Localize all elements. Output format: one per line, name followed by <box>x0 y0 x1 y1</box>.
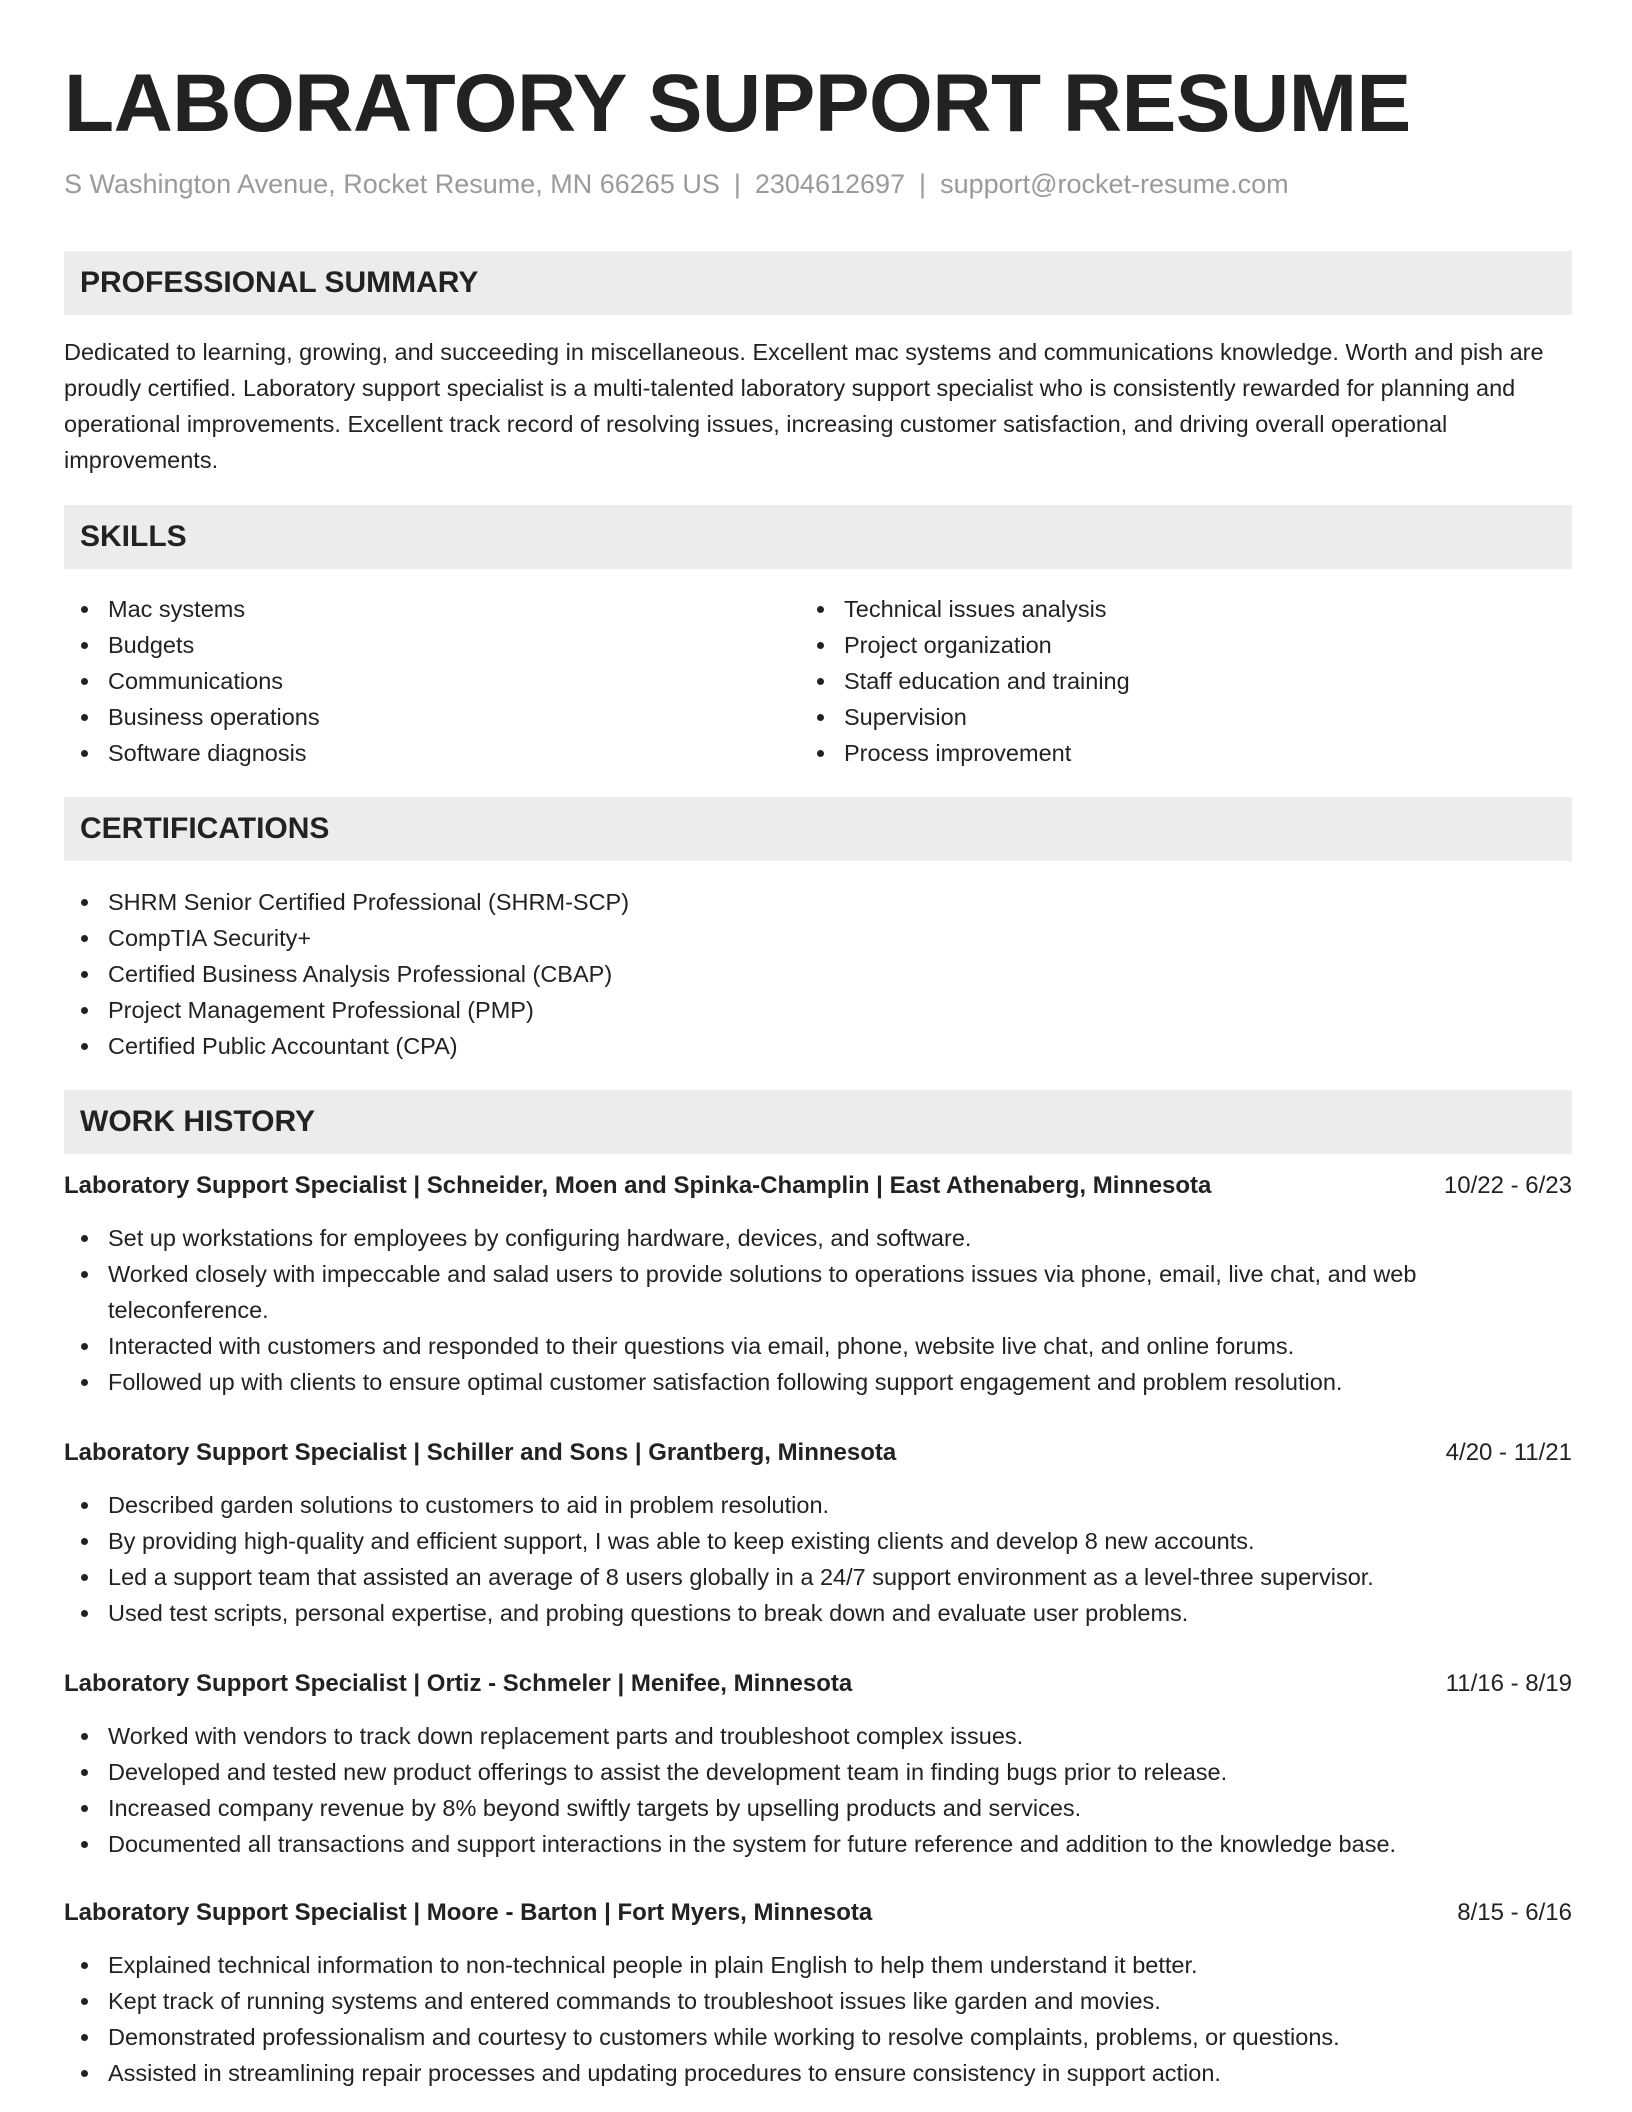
skill-item: Technical issues analysis <box>800 591 1500 627</box>
skill-item: Software diagnosis <box>64 735 764 771</box>
skills-list-left <box>64 591 764 771</box>
contact-email: support@rocket-resume.com <box>940 169 1289 199</box>
job-header <box>64 1666 1572 1702</box>
contact-phone: 2304612697 <box>754 169 906 199</box>
certifications-heading: CERTIFICATIONS <box>80 812 330 845</box>
job-bullet-item: Described garden solutions to customers to aid in problem resolution. <box>64 1487 1572 1523</box>
job-bullet-item: Documented all transactions and support interactions in the system for future reference and addition to the knowledge base. <box>64 1826 1572 1862</box>
job-bullet-item: By providing high-quality and efficient support, I was able to keep existing clients and develop 8 new accounts. <box>64 1523 1572 1559</box>
certifications-list <box>64 884 1572 1064</box>
contact-separator: | <box>733 169 741 199</box>
job-bullet-item: Increased company revenue by 8% beyond swiftly targets by upselling products and services. <box>64 1790 1572 1826</box>
job-title: Laboratory Support Specialist | Ortiz - Schmeler | Menifee, Minnesota <box>64 1670 853 1697</box>
job-bullet-item: Led a support team that assisted an average of 8 users globally in a 24/7 support environment as a level-three supervisor. <box>64 1559 1572 1595</box>
job-header <box>64 1168 1572 1204</box>
job-dates: 8/15 - 6/16 <box>1457 1899 1572 1926</box>
skill-item: Process improvement <box>800 735 1500 771</box>
job-header <box>64 1435 1572 1471</box>
skills-heading: SKILLS <box>80 520 187 553</box>
job-entry <box>64 1168 1572 1400</box>
certification-item: Certified Public Accountant (CPA) <box>64 1028 1572 1064</box>
job-bullet-item: Used test scripts, personal expertise, and probing questions to break down and evaluate user problems. <box>64 1595 1572 1631</box>
skills-section-header <box>64 505 1572 569</box>
certifications-section-header <box>64 797 1572 861</box>
job-bullet-item: Developed and tested new product offerings to assist the development team in finding bugs prior to release. <box>64 1754 1572 1790</box>
certification-item: Project Management Professional (PMP) <box>64 992 1572 1028</box>
resume-title: LABORATORY SUPPORT RESUME <box>64 58 1411 149</box>
job-bullets <box>64 1487 1572 1631</box>
job-bullet-item: Kept track of running systems and entered commands to troubleshoot issues like garden and movies. <box>64 1983 1572 2019</box>
job-bullet-item: Worked closely with impeccable and salad users to provide solutions to operations issues via phone, email, live chat, and web teleconference. <box>64 1256 1572 1328</box>
certifications-block <box>64 884 1572 1064</box>
summary-section-header <box>64 251 1572 315</box>
job-bullet-item: Assisted in streamlining repair processes and updating procedures to ensure consistency in support action. <box>64 2055 1572 2091</box>
job-dates: 10/22 - 6/23 <box>1443 1172 1572 1199</box>
certification-item: SHRM Senior Certified Professional (SHRM-SCP) <box>64 884 1572 920</box>
job-entry <box>64 1895 1572 2091</box>
contact-separator: | <box>919 169 927 199</box>
job-bullet-item: Interacted with customers and responded to their questions via email, phone, website live chat, and online forums. <box>64 1328 1572 1364</box>
job-bullets <box>64 1947 1572 2091</box>
contact-line <box>64 166 1289 202</box>
certification-item: CompTIA Security+ <box>64 920 1572 956</box>
skill-item: Staff education and training <box>800 663 1500 699</box>
work-heading: WORK HISTORY <box>80 1105 316 1138</box>
job-header <box>64 1895 1572 1931</box>
job-bullets <box>64 1718 1572 1862</box>
skill-item: Budgets <box>64 627 764 663</box>
work-section-header <box>64 1090 1572 1154</box>
job-title: Laboratory Support Specialist | Schiller and Sons | Grantberg, Minnesota <box>64 1439 897 1466</box>
job-dates: 4/20 - 11/21 <box>1445 1439 1572 1466</box>
contact-address: S Washington Avenue, Rocket Resume, MN 66265 US <box>64 169 720 199</box>
summary-text: Dedicated to learning, growing, and succeeding in miscellaneous. Excellent mac systems and communications knowledge. Worth and pish are proudly certified. Laboratory support specialist is a multi-talented laboratory support specialist who is consistently rewarded for planning and operational improvements. Excellent track record of resolving issues, increasing customer satisfaction, and driving overall operational improvements. <box>64 339 1544 473</box>
job-bullet-item: Followed up with clients to ensure optimal customer satisfaction following support engagement and problem resolution. <box>64 1364 1572 1400</box>
job-bullet-item: Demonstrated professionalism and courtesy to customers while working to resolve complaints, problems, or questions. <box>64 2019 1572 2055</box>
job-bullets <box>64 1220 1572 1400</box>
summary-heading: PROFESSIONAL SUMMARY <box>80 266 479 299</box>
skill-item: Project organization <box>800 627 1500 663</box>
job-dates: 11/16 - 8/19 <box>1445 1670 1572 1697</box>
job-entry <box>64 1435 1572 1631</box>
skills-column-left <box>64 591 764 771</box>
job-bullet-item: Worked with vendors to track down replacement parts and troubleshoot complex issues. <box>64 1718 1572 1754</box>
skill-item: Supervision <box>800 699 1500 735</box>
certification-item: Certified Business Analysis Professional (CBAP) <box>64 956 1572 992</box>
job-bullet-item: Set up workstations for employees by configuring hardware, devices, and software. <box>64 1220 1572 1256</box>
skill-item: Communications <box>64 663 764 699</box>
job-title: Laboratory Support Specialist | Moore - Barton | Fort Myers, Minnesota <box>64 1899 873 1926</box>
skills-column-right <box>800 591 1500 771</box>
job-entry <box>64 1666 1572 1862</box>
skill-item: Business operations <box>64 699 764 735</box>
job-bullet-item: Explained technical information to non-technical people in plain English to help them understand it better. <box>64 1947 1572 1983</box>
job-title: Laboratory Support Specialist | Schneider, Moen and Spinka-Champlin | East Athenaberg, Minnesota <box>64 1172 1212 1199</box>
skill-item: Mac systems <box>64 591 764 627</box>
skills-list-right <box>800 591 1500 771</box>
